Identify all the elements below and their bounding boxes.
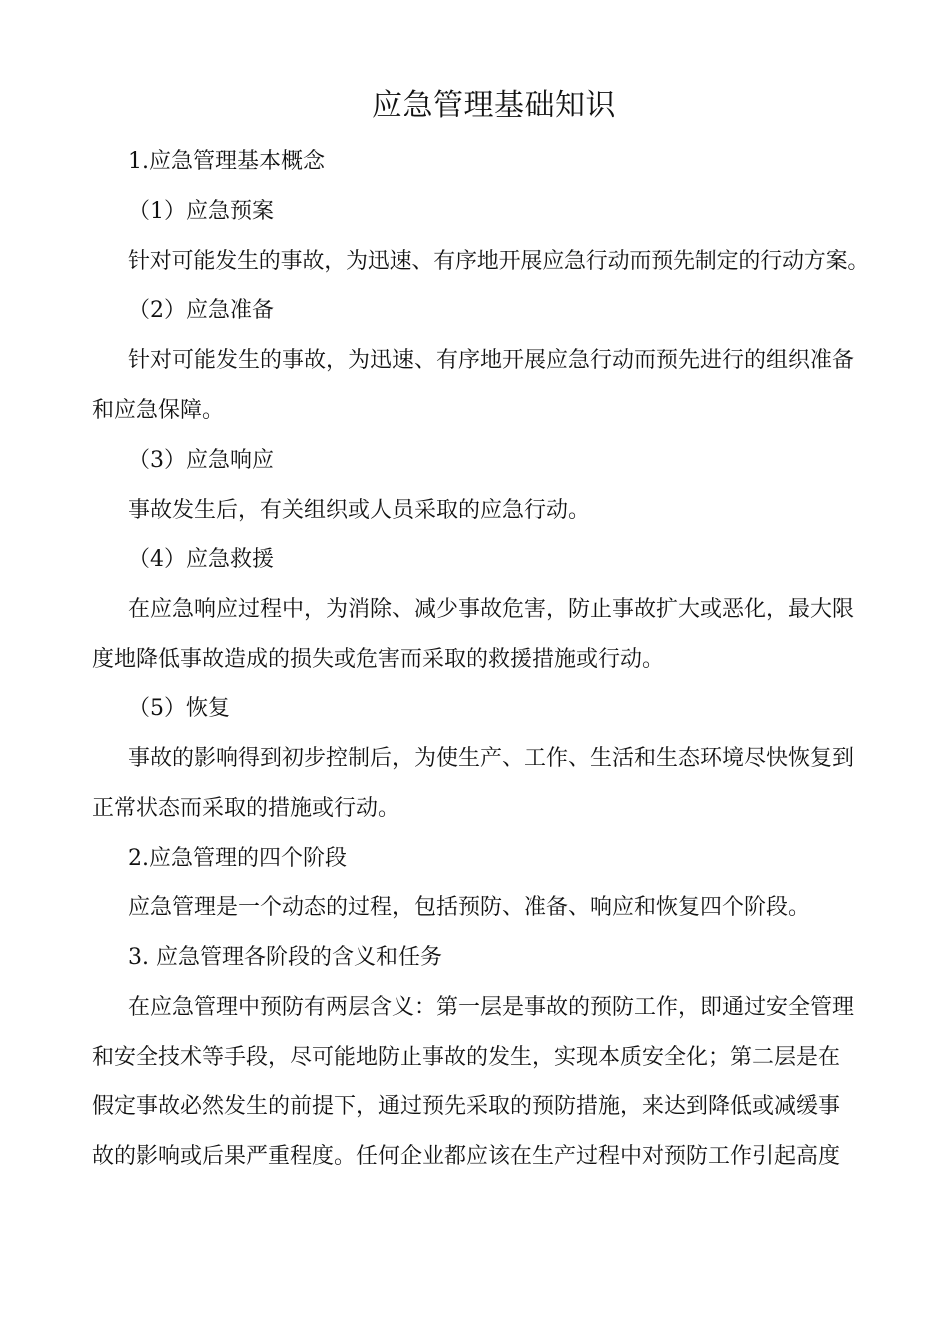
paragraph-line: 在应急管理中预防有两层含义：第一层是事故的预防工作，即通过安全管理 (128, 995, 855, 1020)
paragraph-line: 故的影响或后果严重程度。任何企业都应该在生产过程中对预防工作引起高度 (92, 1144, 841, 1169)
paragraph-line: 度地降低事故造成的损失或危害而采取的救援措施或行动。 (92, 647, 665, 672)
paragraph-line: 和应急保障。 (92, 398, 225, 423)
section-heading: 1.应急管理基本概念 (128, 149, 325, 174)
paragraph-line: 应急管理是一个动态的过程，包括预防、准备、响应和恢复四个阶段。 (128, 895, 811, 920)
paragraph-line: 针对可能发生的事故，为迅速、有序地开展应急行动而预先进行的组织准备 (128, 348, 855, 373)
paragraph-line: 针对可能发生的事故，为迅速、有序地开展应急行动而预先制定的行动方案。 (128, 249, 870, 274)
section-heading: 3. 应急管理各阶段的含义和任务 (128, 945, 442, 970)
paragraph-line: 事故的影响得到初步控制后，为使生产、工作、生活和生态环境尽快恢复到 (128, 746, 855, 771)
paragraph-line: 正常状态而采取的措施或行动。 (92, 796, 401, 821)
paragraph-line: 和安全技术等手段，尽可能地防止事故的发生，实现本质安全化；第二层是在 (92, 1045, 841, 1070)
paragraph-line: 假定事故必然发生的前提下，通过预先采取的预防措施，来达到降低或减缓事 (92, 1094, 841, 1119)
subsection-heading: （3）应急响应 (128, 448, 274, 473)
paragraph-line: 在应急响应过程中，为消除、减少事故危害，防止事故扩大或恶化，最大限 (128, 597, 855, 622)
subsection-heading: （5）恢复 (128, 696, 230, 721)
subsection-heading: （4）应急救援 (128, 547, 274, 572)
subsection-heading: （1）应急预案 (128, 199, 274, 224)
section-heading: 2.应急管理的四个阶段 (128, 846, 347, 871)
subsection-heading: （2）应急准备 (128, 298, 274, 323)
paragraph-line: 事故发生后，有关组织或人员采取的应急行动。 (128, 498, 591, 523)
document-title: 应急管理基础知识 (372, 88, 616, 123)
